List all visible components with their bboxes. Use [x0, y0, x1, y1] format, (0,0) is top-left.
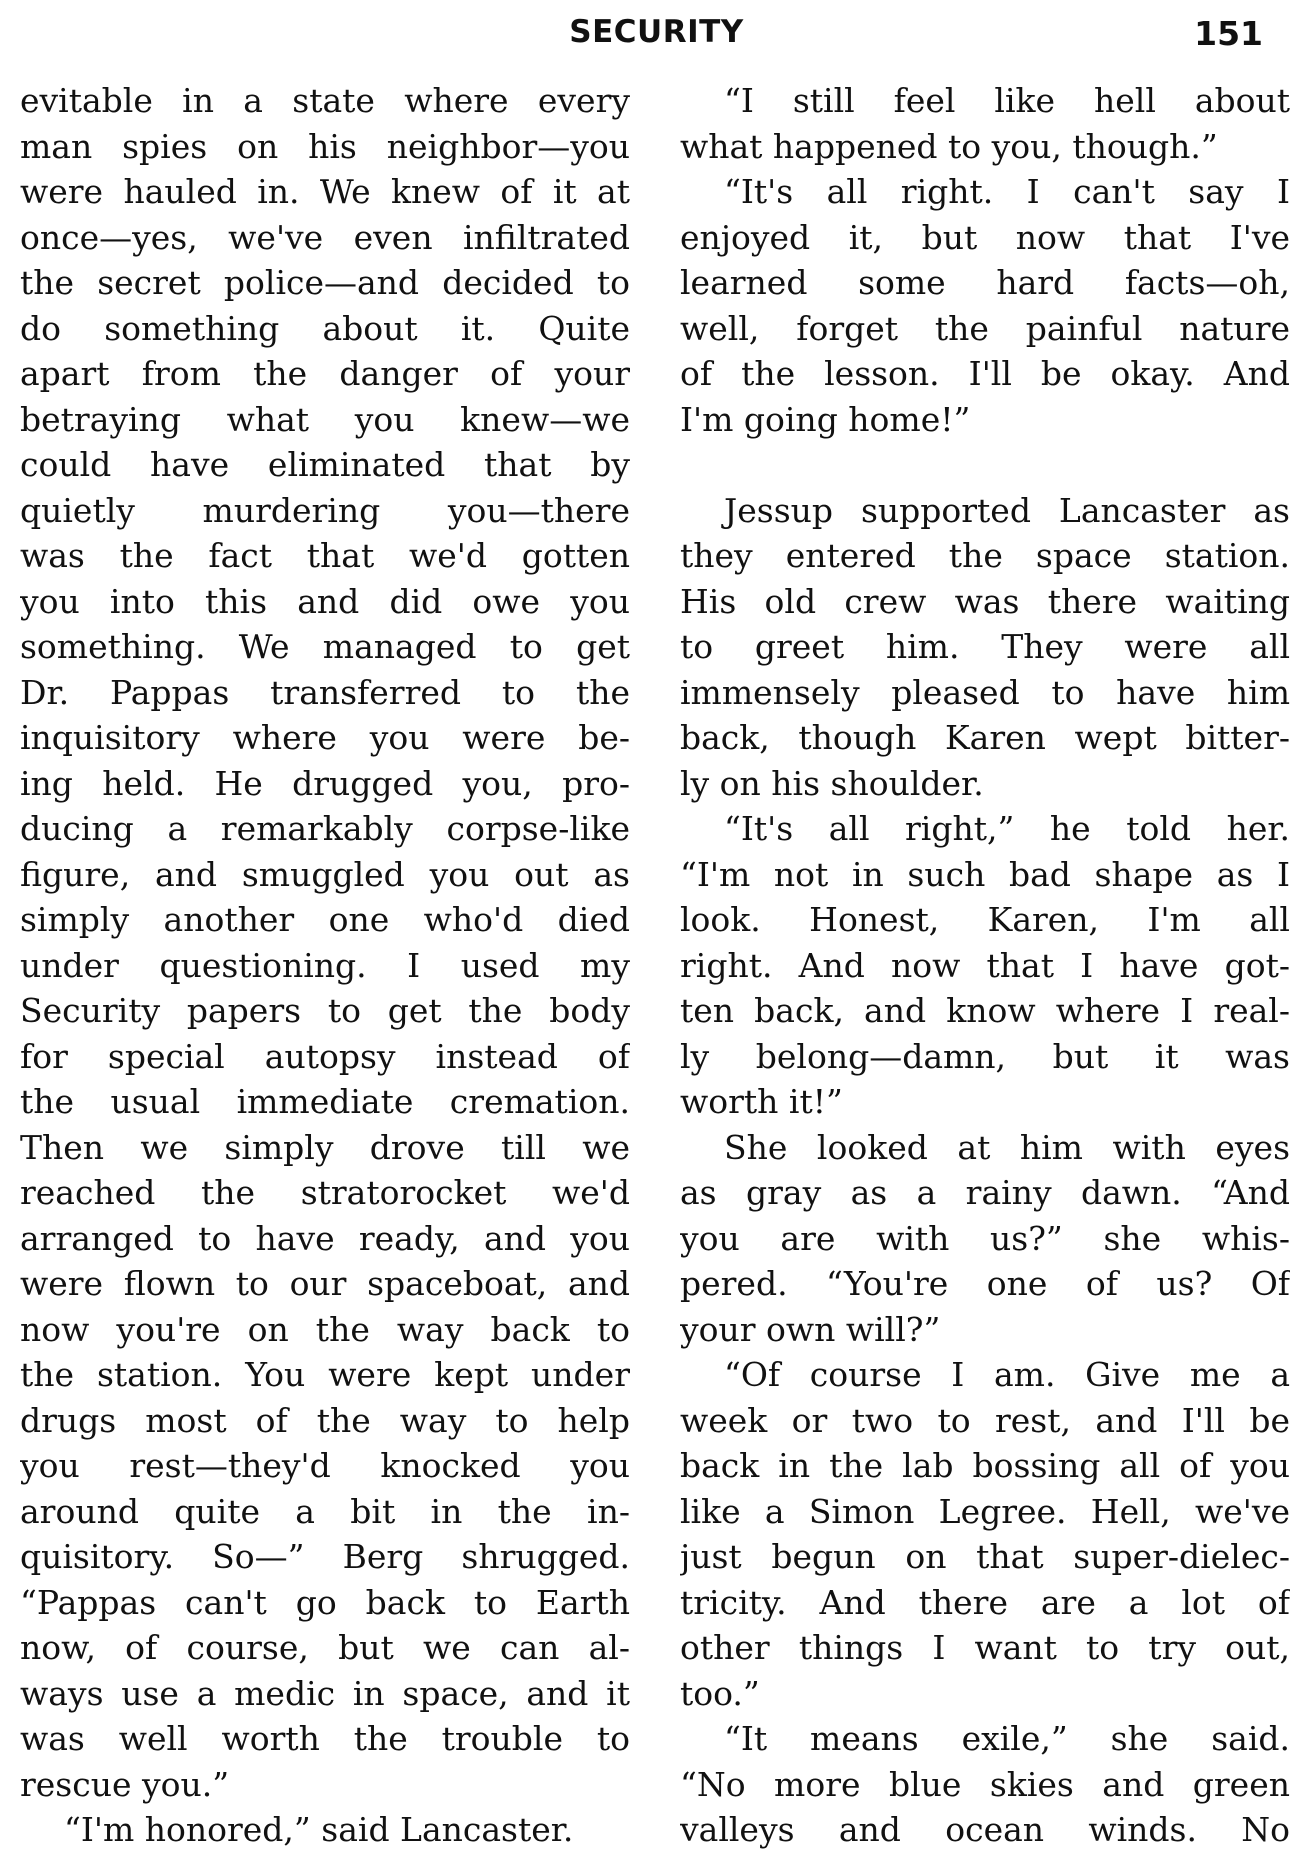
text-line: they entered the space station.	[680, 536, 1290, 575]
text-line: once—yes, we've even infiltrated	[20, 217, 630, 257]
text-line: to greet him. They were all	[680, 627, 1290, 666]
right-text-column	[680, 78, 1290, 1853]
text-line: the station. You were kept under	[20, 1355, 630, 1394]
text-line: arranged to have ready, and you	[20, 1218, 630, 1258]
page-number: 151	[1194, 14, 1263, 53]
text-line: I'm going home!”	[680, 399, 971, 439]
text-line: the usual immediate cremation.	[20, 1082, 630, 1121]
running-title: SECURITY	[569, 14, 744, 50]
text-line: immensely pleased to have him	[680, 672, 1290, 712]
text-line: ly belong—damn, but it was	[680, 1036, 1290, 1076]
text-line: ten back, and know where I real-	[680, 991, 1290, 1030]
text-line: your own will?”	[680, 1309, 941, 1349]
text-line: drugs most of the way to help	[20, 1400, 630, 1440]
text-line: inquisitory where you were be-	[20, 718, 630, 757]
text-line: the secret police—and decided to	[20, 263, 630, 302]
text-line: “It's all right. I can't say I	[724, 172, 1290, 211]
text-line: for special autopsy instead of	[20, 1036, 630, 1076]
text-line: quietly murdering you—there	[20, 490, 630, 530]
text-line: figure, and smuggled you out as	[20, 854, 630, 894]
text-line: She looked at him with eyes	[724, 1127, 1290, 1167]
text-line: too.”	[680, 1673, 760, 1713]
text-line: like a Simon Legree. Hell, we've	[680, 1491, 1290, 1531]
text-line: simply another one who'd died	[20, 900, 630, 939]
text-line: Dr. Pappas transferred to the	[20, 672, 630, 712]
text-line: right. And now that I have got-	[680, 945, 1290, 985]
text-line: you rest—they'd knocked you	[20, 1446, 630, 1485]
section-break	[680, 442, 1290, 488]
text-line: quisitory. So—” Berg shrugged.	[20, 1537, 630, 1576]
text-line: back in the lab bossing all of you	[680, 1446, 1290, 1485]
text-line: of the lesson. I'll be okay. And	[680, 354, 1290, 393]
text-line: now, of course, but we can al-	[20, 1628, 630, 1667]
text-line: week or two to rest, and I'll be	[680, 1400, 1290, 1440]
text-line: what happened to you, though.”	[680, 126, 1218, 166]
text-line: pered. “You're one of us? Of	[680, 1264, 1290, 1303]
text-line: now you're on the way back to	[20, 1309, 630, 1349]
text-line: “No more blue skies and green	[680, 1764, 1290, 1804]
text-line: ways use a medic in space, and it	[20, 1673, 630, 1713]
running-head	[0, 14, 1313, 54]
text-line: worth it!”	[680, 1082, 843, 1121]
text-line: valleys and ocean winds. No	[680, 1810, 1290, 1849]
text-line: Then we simply drove till we	[20, 1127, 630, 1167]
text-line: well, forget the painful nature	[680, 308, 1290, 348]
text-line: evitable in a state where every	[20, 81, 630, 120]
text-line: you into this and did owe you	[20, 581, 630, 621]
text-line: as gray as a rainy dawn. “And	[680, 1173, 1290, 1212]
text-line: man spies on his neighbor—you	[20, 126, 630, 166]
left-text-column	[20, 78, 630, 1853]
text-line: under questioning. I used my	[20, 945, 630, 985]
text-line: betraying what you knew—we	[20, 399, 630, 439]
text-line: could have eliminated that by	[20, 445, 630, 484]
text-line: just begun on that super-dielec-	[680, 1537, 1290, 1576]
text-line: tricity. And there are a lot of	[680, 1582, 1290, 1622]
text-line: enjoyed it, but now that I've	[680, 217, 1290, 257]
text-line: back, though Karen wept bitter-	[680, 718, 1290, 757]
text-line: other things I want to try out,	[680, 1628, 1290, 1667]
text-line: was the fact that we'd gotten	[20, 536, 630, 575]
text-line: were hauled in. We knew of it at	[20, 172, 630, 211]
text-line: look. Honest, Karen, I'm all	[680, 900, 1290, 939]
text-line: “I'm not in such bad shape as I	[680, 854, 1290, 894]
text-line: something. We managed to get	[20, 627, 630, 666]
text-line: His old crew was there waiting	[680, 581, 1290, 621]
text-line: learned some hard facts—oh,	[680, 263, 1290, 302]
text-line: ducing a remarkably corpse-like	[20, 809, 630, 848]
text-line: around quite a bit in the in-	[20, 1491, 630, 1531]
text-line: do something about it. Quite	[20, 308, 630, 348]
text-line: reached the stratorocket we'd	[20, 1173, 630, 1212]
text-line: was well worth the trouble to	[20, 1719, 630, 1758]
text-line: you are with us?” she whis-	[680, 1218, 1290, 1258]
text-line: ing held. He drugged you, pro-	[20, 763, 630, 803]
text-line: “It means exile,” she said.	[724, 1719, 1290, 1758]
text-line: were flown to our spaceboat, and	[20, 1264, 630, 1303]
text-line: “I still feel like hell about	[724, 81, 1290, 120]
text-line: “Pappas can't go back to Earth	[20, 1582, 630, 1622]
text-line: Jessup supported Lancaster as	[724, 490, 1290, 530]
text-line: “It's all right,” he told her.	[724, 809, 1290, 848]
text-line: “Of course I am. Give me a	[724, 1355, 1290, 1394]
text-line: Security papers to get the body	[20, 991, 630, 1030]
text-line: apart from the danger of your	[20, 354, 630, 393]
text-line: rescue you.”	[20, 1764, 230, 1804]
text-line: ly on his shoulder.	[680, 763, 984, 803]
text-line: “I'm honored,” said Lancaster.	[64, 1810, 574, 1849]
